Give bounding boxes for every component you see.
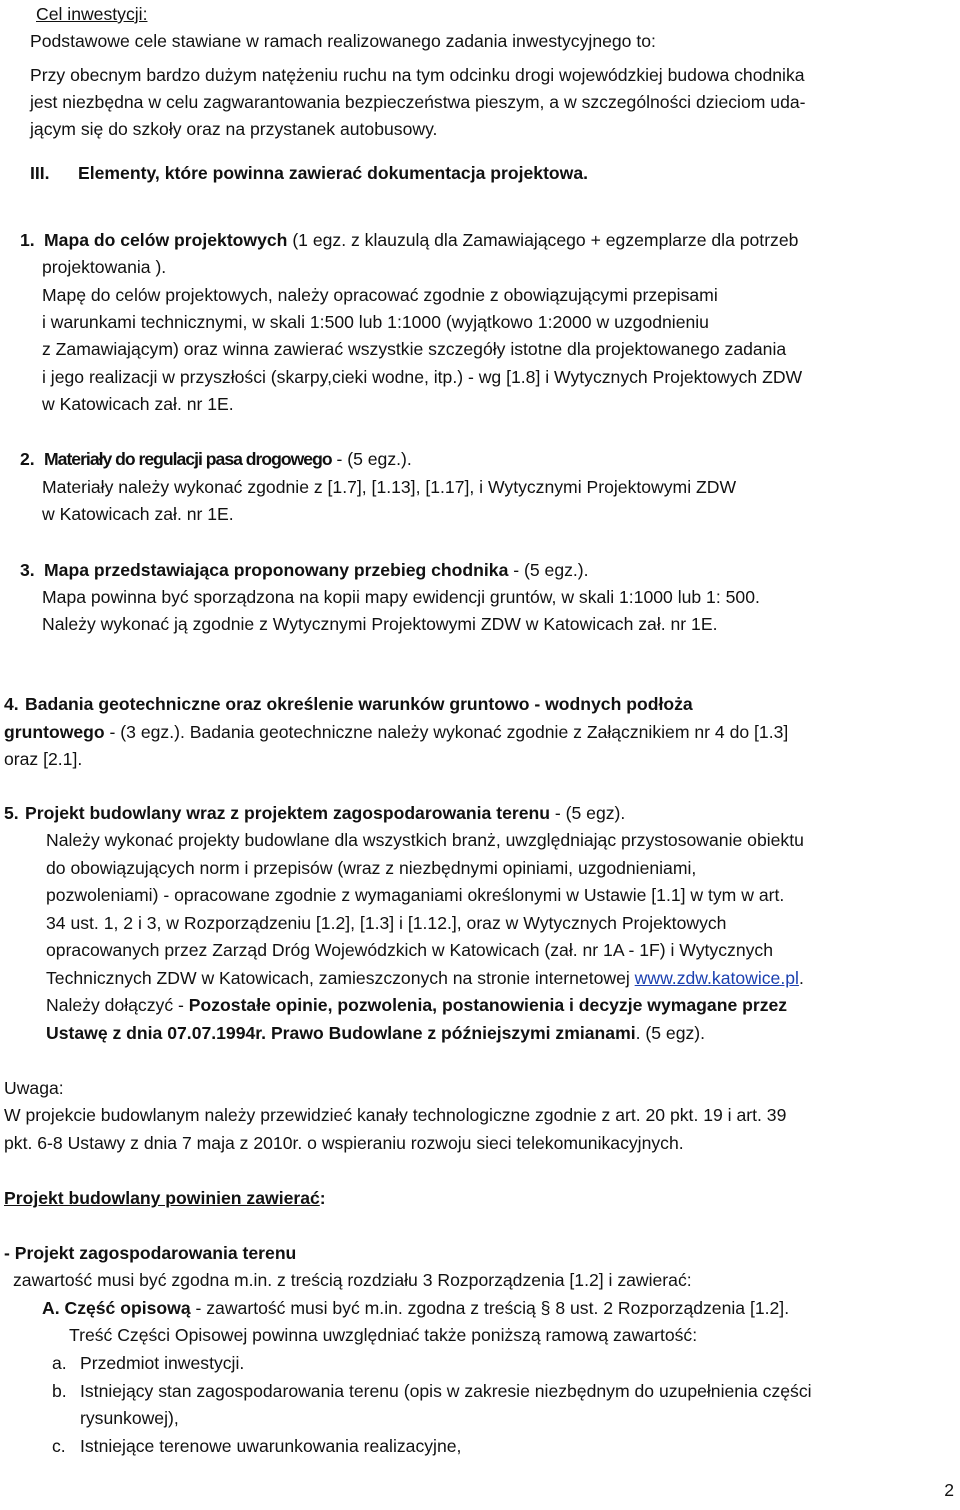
section-title: Elementy, które powinna zawierać dokumentacja projektowa.: [78, 163, 589, 183]
item-2-number: 2.: [20, 449, 35, 469]
item-1-number: 1.: [20, 230, 35, 250]
item-4-title: Badania geotechniczne oraz określenie warunków gruntowo - wodnych podłoża: [25, 694, 693, 714]
item-5-line-5: 34 ust. 1, 2 i 3, w Rozporządzeniu [1.2], [1.3] i [1.12.], oraz w Wytycznych Projektowych: [46, 913, 727, 933]
item-3-number: 3.: [20, 560, 35, 580]
cel-paragraph-line-3: jącym się do szkoły oraz na przystanek autobusowy.: [30, 119, 438, 139]
part-a-line: A. Część opisową - zawartość musi być m.in. zgodna z treścią § 8 ust. 2 Rozporządzenia [1.2].: [42, 1298, 790, 1318]
item-3-line-3: Należy wykonać ją zgodnie z Wytycznymi Projektowymi ZDW w Katowicach zał. nr 1E.: [42, 614, 718, 634]
item-1-line-3: Mapę do celów projektowych, należy opracować zgodnie z obowiązującymi przepisami: [42, 285, 718, 305]
item-2-title: Materiały do regulacji pasa drogowego - (5 egz.).: [44, 449, 412, 469]
projekt-sub-line-2: zawartość musi być zgodna m.in. z treścią rozdziału 3 Rozporządzenia [1.2] i zawierać:: [13, 1270, 692, 1290]
item-3-line-2: Mapa powinna być sporządzona na kopii mapy ewidencji gruntów, w skali 1:1000 lub 1: 500.: [42, 587, 760, 607]
uwaga-line-2: pkt. 6-8 Ustawy z dnia 7 maja z 2010r. o wspieraniu rozwoju sieci telekomunikacyjnych.: [4, 1133, 684, 1153]
uwaga-line-1: W projekcie budowlanym należy przewidzieć kanały technologiczne zgodnie z art. 20 pkt. 19 i art. 39: [4, 1105, 787, 1125]
list-item: Istniejące terenowe uwarunkowania realizacyjne,: [80, 1436, 462, 1456]
list-item: Przedmiot inwestycji.: [80, 1353, 245, 1373]
item-5-line-4: pozwoleniami) - opracowane zgodnie z wymaganiami określonymi w Ustawie [1.1] w tym w art.: [46, 885, 785, 905]
item-1-title: Mapa do celów projektowych (1 egz. z klauzulą dla Zamawiającego + egzemplarze dla potrzeb: [44, 230, 799, 250]
list-marker: a.: [52, 1353, 67, 1373]
item-1-line-6: i jego realizacji w przyszłości (skarpy,cieki wodne, itp.) - wg [1.8] i Wytycznych Projektowych ZDW: [42, 367, 803, 387]
list-marker: c.: [52, 1436, 66, 1456]
item-2-line-3: w Katowicach zał. nr 1E.: [42, 504, 234, 524]
item-3-title: Mapa przedstawiająca proponowany przebieg chodnika - (5 egz.).: [44, 560, 589, 580]
projekt-subheading: - Projekt zagospodarowania terenu: [4, 1243, 297, 1263]
list-marker: b.: [52, 1381, 67, 1401]
list-item-continuation: rysunkowej),: [80, 1408, 179, 1428]
part-a-line-2: Treść Części Opisowej powinna uwzględniać także poniższą ramową zawartość:: [69, 1325, 698, 1345]
item-5-line-7: Technicznych ZDW w Katowicach, zamieszczonych na stronie internetowej www.zdw.katowice.pl.: [46, 968, 804, 988]
item-4-line-3: oraz [2.1].: [4, 749, 83, 769]
item-5-line-2: Należy wykonać projekty budowlane dla wszystkich branż, uwzględniając przystosowanie obiektu: [46, 830, 804, 850]
list-item: Istniejący stan zagospodarowania terenu (opis w zakresie niezbędnym do uzupełnienia części: [80, 1381, 812, 1401]
item-1-line-2: projektowania ).: [42, 257, 167, 277]
cel-paragraph-line-1: Przy obecnym bardzo dużym natężeniu ruchu na tym odcinku drogi wojewódzkiej budowa chodnika: [30, 65, 805, 85]
item-5-line-8: Należy dołączyć - Pozostałe opinie, pozwolenia, postanowienia i decyzje wymagane przez: [46, 995, 788, 1015]
item-5-line-9: Ustawę z dnia 07.07.1994r. Prawo Budowlane z późniejszymi zmianami. (5 egz).: [46, 1023, 706, 1043]
zdw-website-link[interactable]: www.zdw.katowice.pl: [634, 968, 799, 988]
item-4-line-2: gruntowego - (3 egz.). Badania geotechniczne należy wykonać zgodnie z Załącznikiem nr 4 do [1.3]: [4, 722, 789, 742]
item-1-line-7: w Katowicach zał. nr 1E.: [42, 394, 234, 414]
item-5-line-3: do obowiązujących norm i przepisów (wraz z niezbędnymi opiniami, uzgodnieniami,: [46, 858, 697, 878]
item-4-number: 4.: [4, 694, 19, 714]
item-5-title: Projekt budowlany wraz z projektem zagospodarowania terenu - (5 egz).: [25, 803, 626, 823]
item-1-line-5: z Zamawiającym) oraz winna zawierać wszystkie szczegóły istotne dla projektowanego zadania: [42, 339, 787, 359]
item-2-line-2: Materiały należy wykonać zgodnie z [1.7], [1.13], [1.17], i Wytycznymi Projektowymi ZDW: [42, 477, 737, 497]
cel-intro: Podstawowe cele stawiane w ramach realizowanego zadania inwestycyjnego to:: [30, 31, 656, 51]
item-5-line-6: opracowanych przez Zarząd Dróg Wojewódzkich w Katowicach (zał. nr 1A - 1F) i Wytycznych: [46, 940, 773, 960]
section-heading-cel: Cel inwestycji:: [36, 4, 148, 24]
uwaga-heading: Uwaga:: [4, 1078, 64, 1098]
projekt-heading: Projekt budowlany powinien zawierać:: [4, 1188, 326, 1208]
section-number: III.: [30, 163, 50, 183]
cel-paragraph-line-2: jest niezbędna w celu zagwarantowania bezpieczeństwa pieszym, a w szczególności dzieciom uda-: [30, 92, 806, 112]
page-number: 2: [944, 1480, 954, 1500]
item-5-number: 5.: [4, 803, 19, 823]
item-1-line-4: i warunkami technicznymi, w skali 1:500 lub 1:1000 (wyjątkowo 1:2000 w uzgodnieniu: [42, 312, 709, 332]
